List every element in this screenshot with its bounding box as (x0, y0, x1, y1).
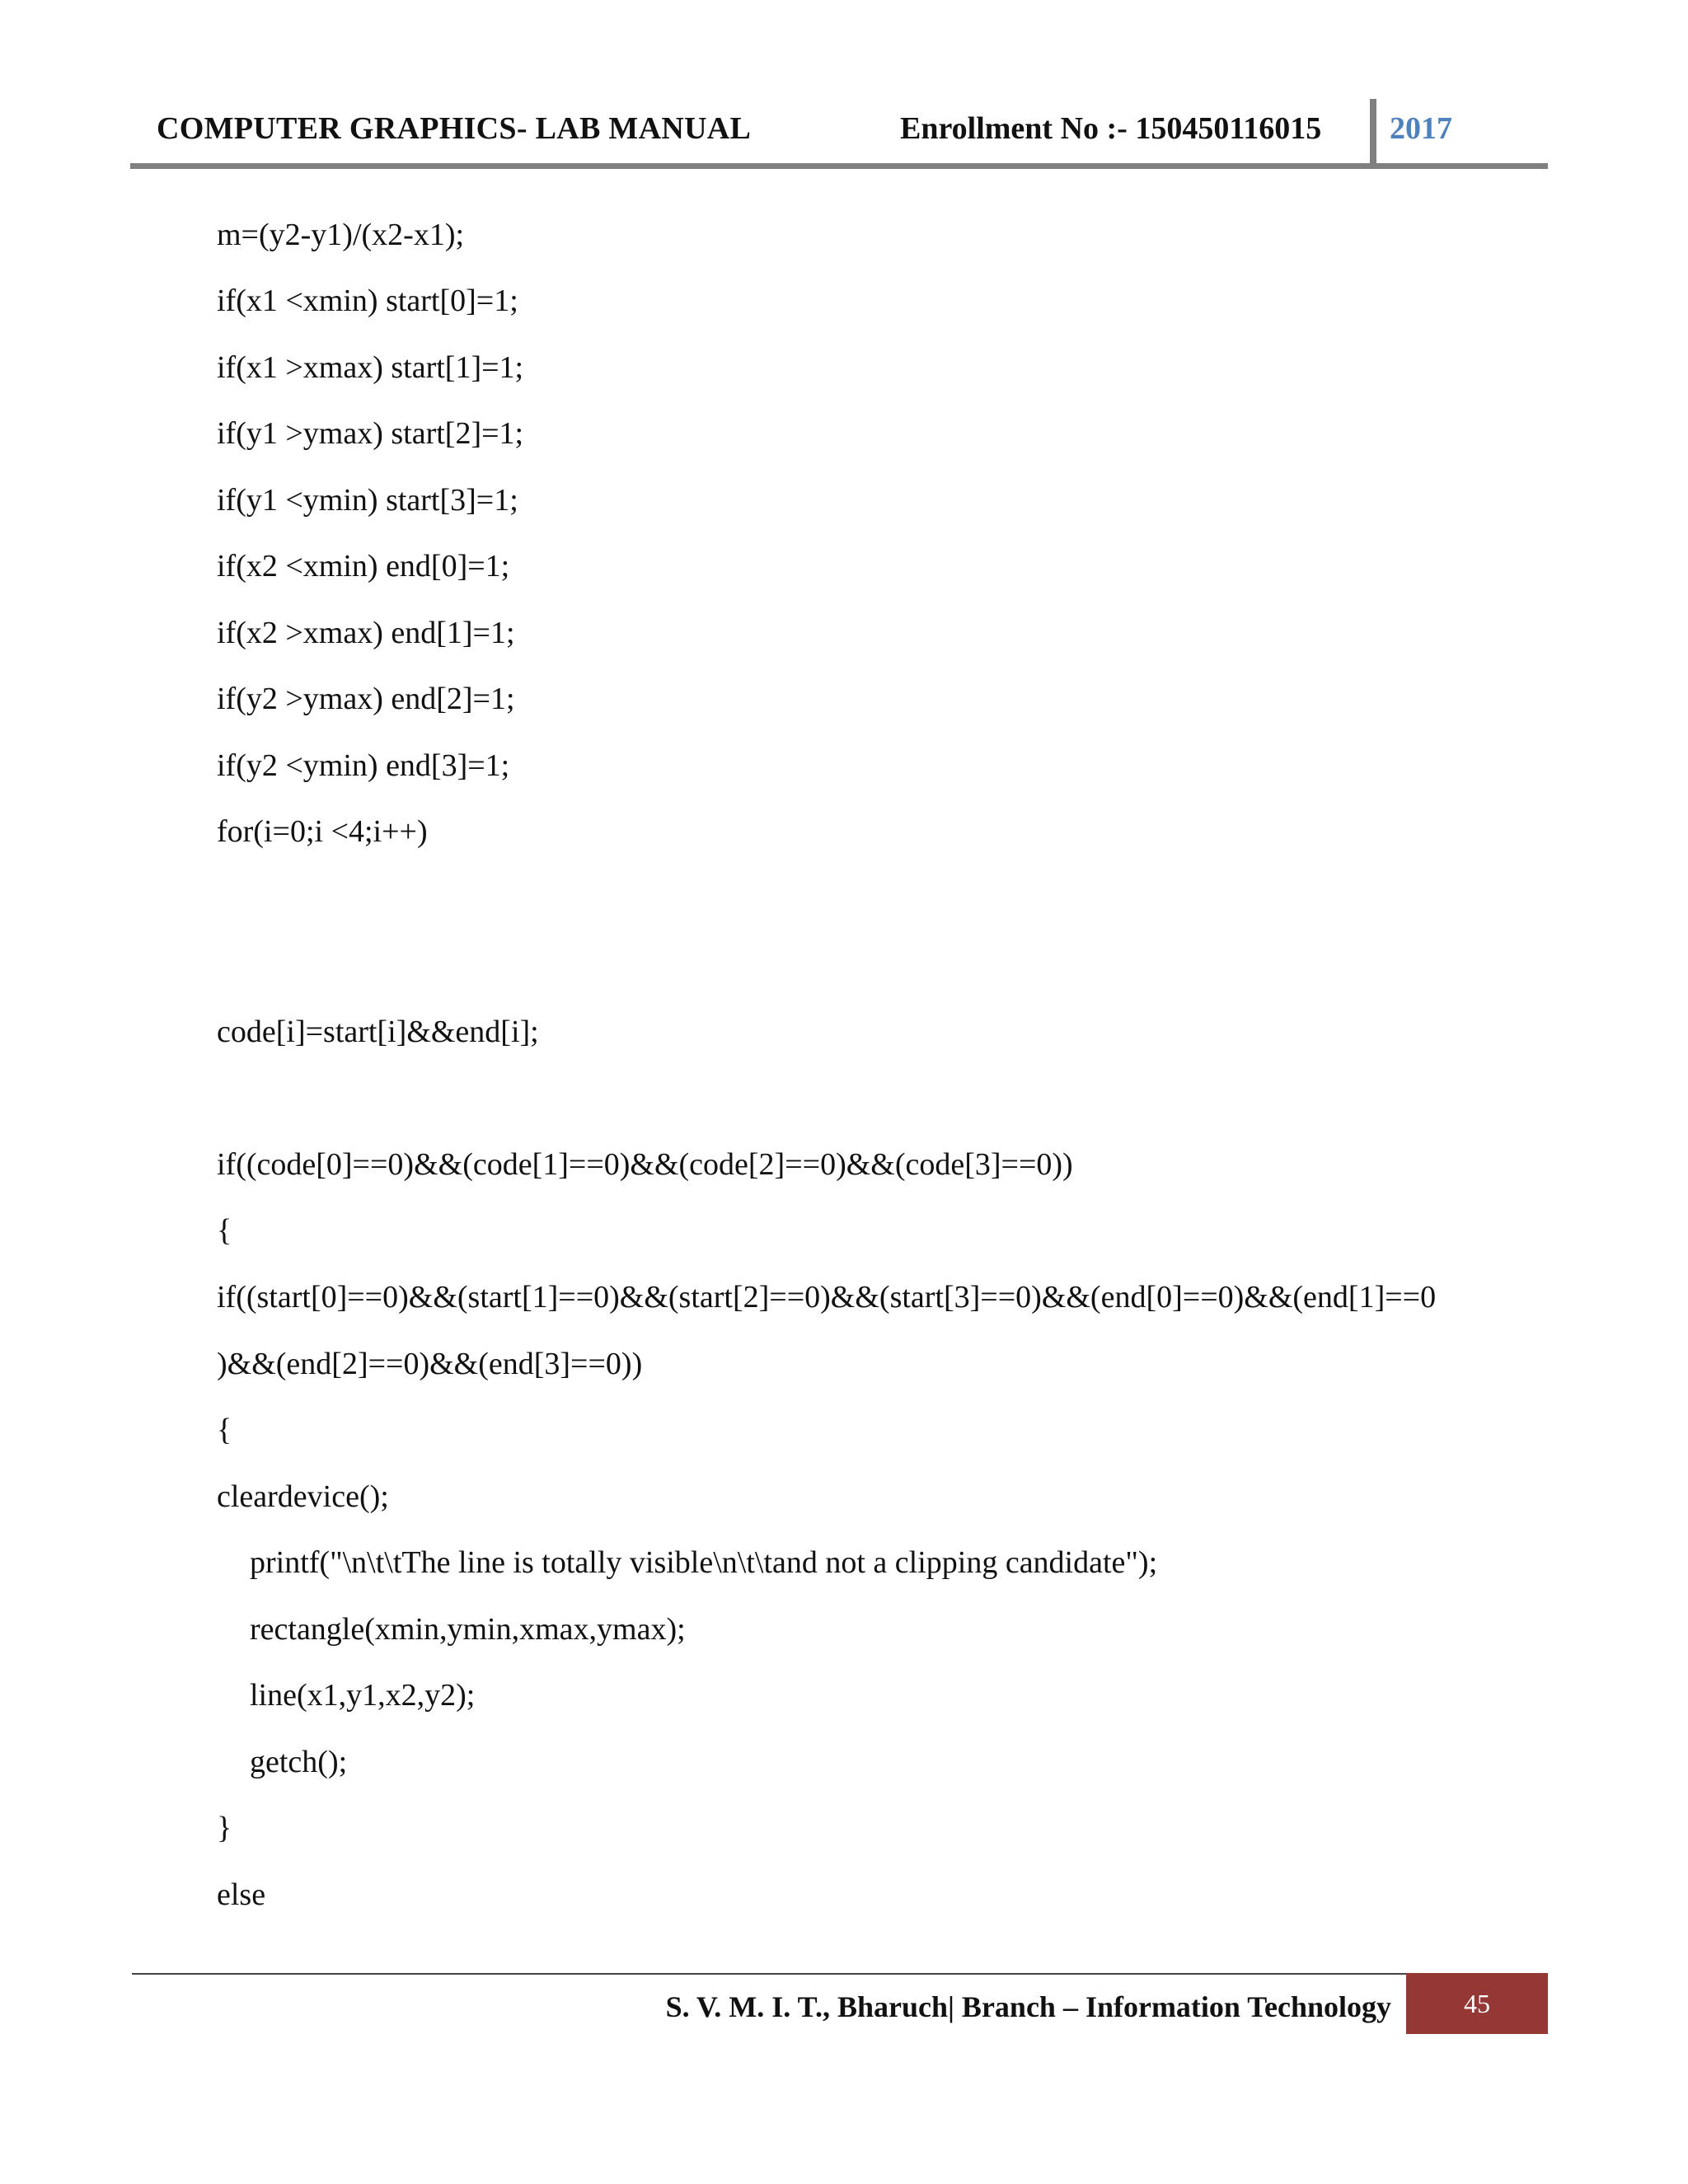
code-line: rectangle(xmin,ymin,xmax,ymax); (250, 1612, 686, 1647)
code-line: cleardevice(); (217, 1479, 389, 1514)
code-line: if(y2 <ymin) end[3]=1; (217, 748, 510, 783)
code-line: } (217, 1811, 232, 1845)
code-line: if(x2 <xmin) end[0]=1; (217, 549, 510, 583)
code-line: { (217, 1213, 232, 1248)
code-line: if(y1 <ymin) start[3]=1; (217, 483, 518, 518)
header-year: 2017 (1390, 111, 1452, 146)
code-line: line(x1,y1,x2,y2); (250, 1678, 476, 1713)
code-line: if(x2 >xmax) end[1]=1; (217, 616, 515, 650)
code-line: printf("\n\t\tThe line is totally visible\n\t\tand not a clipping candidate"); (250, 1545, 1158, 1580)
code-line: if(x1 <xmin) start[0]=1; (217, 284, 518, 318)
code-line: if(y2 >ymax) end[2]=1; (217, 682, 515, 716)
manual-title: COMPUTER GRAPHICS- LAB MANUAL (157, 111, 752, 146)
code-line: )&&(end[2]==0)&&(end[3]==0)) (217, 1347, 643, 1381)
code-line: { (217, 1413, 232, 1447)
code-line: getch(); (250, 1745, 348, 1779)
code-line: if(y1 >ymax) start[2]=1; (217, 416, 524, 451)
footer-rule (132, 1973, 1409, 1975)
page-number-box (1406, 1973, 1548, 2034)
code-line: if((start[0]==0)&&(start[1]==0)&&(start[2]==0)&&(start[3]==0)&&(end[0]==0)&&(end[1]==0 (217, 1280, 1437, 1315)
code-line: for(i=0;i <4;i++) (217, 814, 428, 849)
page-number: 45 (1464, 1988, 1490, 2018)
footer-institute: S. V. M. I. T., Bharuch| Branch – Information Technology (665, 1990, 1391, 2023)
header-divider (1370, 99, 1376, 165)
code-line: if((code[0]==0)&&(code[1]==0)&&(code[2]==0)&&(code[3]==0)) (217, 1147, 1073, 1182)
code-line: m=(y2-y1)/(x2-x1); (217, 218, 465, 252)
code-line: else (217, 1877, 266, 1912)
enrollment-number: Enrollment No :- 150450116015 (900, 111, 1322, 146)
header-rule (130, 163, 1548, 169)
code-line: code[i]=start[i]&&end[i]; (217, 1015, 539, 1049)
code-line: if(x1 >xmax) start[1]=1; (217, 350, 524, 385)
